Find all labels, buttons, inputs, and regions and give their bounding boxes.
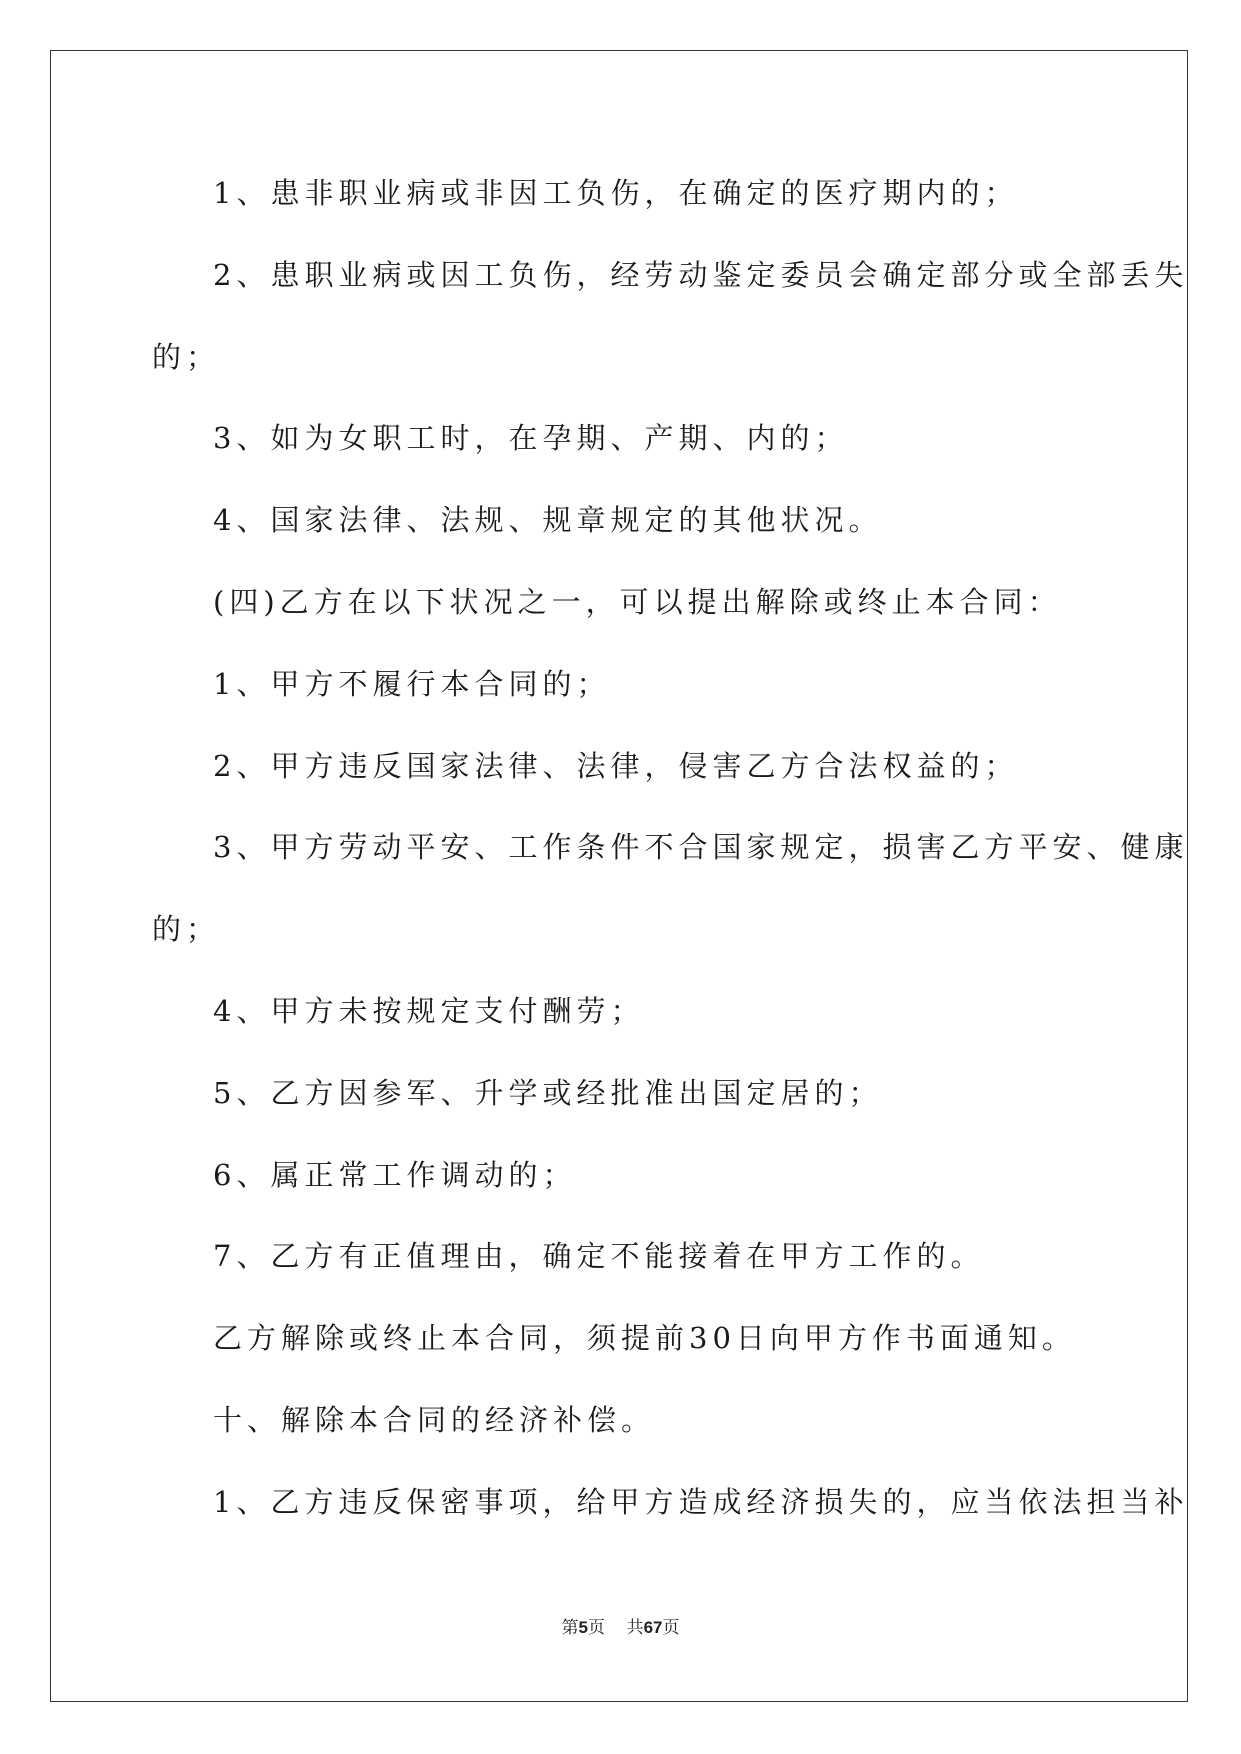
- text-line: 7、乙方有正值理由，确定不能接着在甲方工作的。: [213, 1239, 985, 1273]
- text-line: 的；: [152, 912, 221, 946]
- text-line: 4、甲方未按规定支付酬劳；: [213, 994, 645, 1028]
- text-line: 4、国家法律、法规、规章规定的其他状况。: [213, 503, 883, 537]
- text-line: 2、甲方违反国家法律、法律，侵害乙方合法权益的；: [213, 749, 1019, 783]
- text-line: 的；: [152, 340, 221, 374]
- text-line: (四)乙方在以下状况之一，可以提出解除或终止本合同：: [213, 585, 1062, 619]
- page-footer: [0, 1613, 1241, 1638]
- text-line: 5、乙方因参军、升学或经批准出国定居的；: [213, 1076, 883, 1110]
- footer-prefix: 第: [561, 1618, 579, 1638]
- footer-middle: 页 共: [587, 1618, 644, 1638]
- text-line: 1、甲方不履行本合同的；: [213, 667, 611, 701]
- page-border: [50, 50, 1188, 1702]
- total-page-number: 67: [643, 1618, 663, 1637]
- text-line: 3、如为女职工时，在孕期、产期、内的；: [213, 421, 849, 455]
- text-line: 1、乙方违反保密事项，给甲方造成经济损失的，应当依法担当补: [213, 1485, 1189, 1519]
- current-page-number: 5: [578, 1618, 588, 1637]
- text-line: 2、患职业病或因工负伤，经劳动鉴定委员会确定部分或全部丢失: [213, 258, 1189, 292]
- text-line: 乙方解除或终止本合同，须提前30日向甲方作书面通知。: [213, 1321, 1076, 1355]
- text-line: 十、解除本合同的经济补偿。: [213, 1403, 656, 1437]
- footer-suffix: 页: [662, 1618, 680, 1638]
- text-line: 6、属正常工作调动的；: [213, 1158, 577, 1192]
- text-line: 1、患非职业病或非因工负伤，在确定的医疗期内的；: [213, 176, 1019, 210]
- text-line: 3、甲方劳动平安、工作条件不合国家规定，损害乙方平安、健康: [213, 830, 1189, 864]
